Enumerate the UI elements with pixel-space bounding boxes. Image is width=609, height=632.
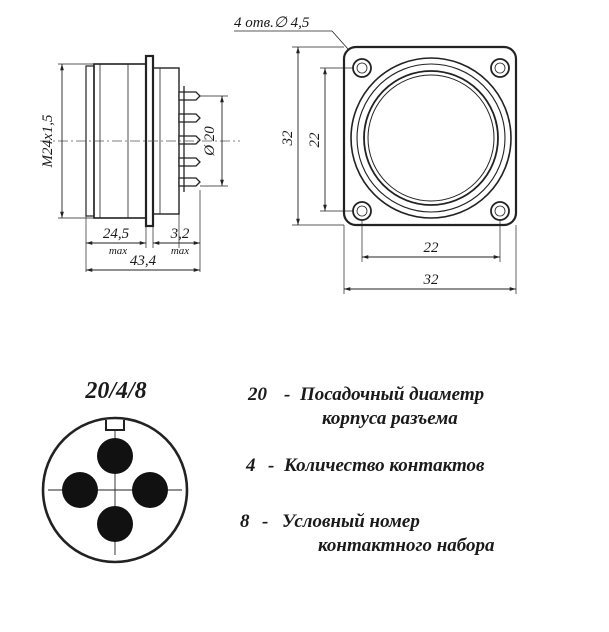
body-length-note: max (108, 245, 128, 257)
legend-number-2: 4 (246, 455, 256, 476)
hole-spacing-vertical-label: 22 (307, 132, 323, 148)
legend-dash-2: - (268, 455, 275, 476)
legend-dash-1: - (284, 384, 291, 405)
holes-label: 4 отв.∅ 4,5 (234, 15, 310, 31)
front-view (234, 15, 516, 294)
legend-number-1: 20 (248, 384, 267, 405)
legend-line2-1: корпуса разъема (322, 408, 458, 429)
connector-code: 20/4/8 (85, 378, 147, 404)
legend-dash-3: - (262, 511, 269, 532)
contact-pin-2 (62, 472, 98, 508)
contact-pin-3 (132, 472, 168, 508)
legend-line1-3: Условный номер (282, 511, 420, 532)
contact-pin-4 (97, 506, 133, 542)
legend-line2-3: контактного набора (318, 535, 495, 556)
solder-pins (179, 86, 200, 192)
pin-length-note: max (170, 245, 190, 257)
body-length-label: 24,5 (102, 226, 130, 242)
total-length-label: 43,4 (129, 253, 157, 269)
contact-pin-1 (97, 438, 133, 474)
pin-length-label: 3,2 (170, 226, 190, 242)
hole-spacing-horizontal-label: 22 (423, 240, 439, 256)
legend (240, 384, 495, 556)
diameter-label: Ø 20 (202, 126, 218, 156)
side-view (40, 56, 240, 272)
legend-number-3: 8 (240, 511, 250, 532)
legend-line1-1: Посадочный диаметр (300, 384, 485, 405)
key-notch (106, 420, 124, 430)
contact-layout (43, 378, 187, 562)
outer-height-label: 32 (280, 130, 296, 146)
legend-line1-2: Количество контактов (284, 455, 485, 476)
outer-width-label: 32 (423, 272, 439, 288)
thread-label: M24x1,5 (40, 114, 56, 168)
